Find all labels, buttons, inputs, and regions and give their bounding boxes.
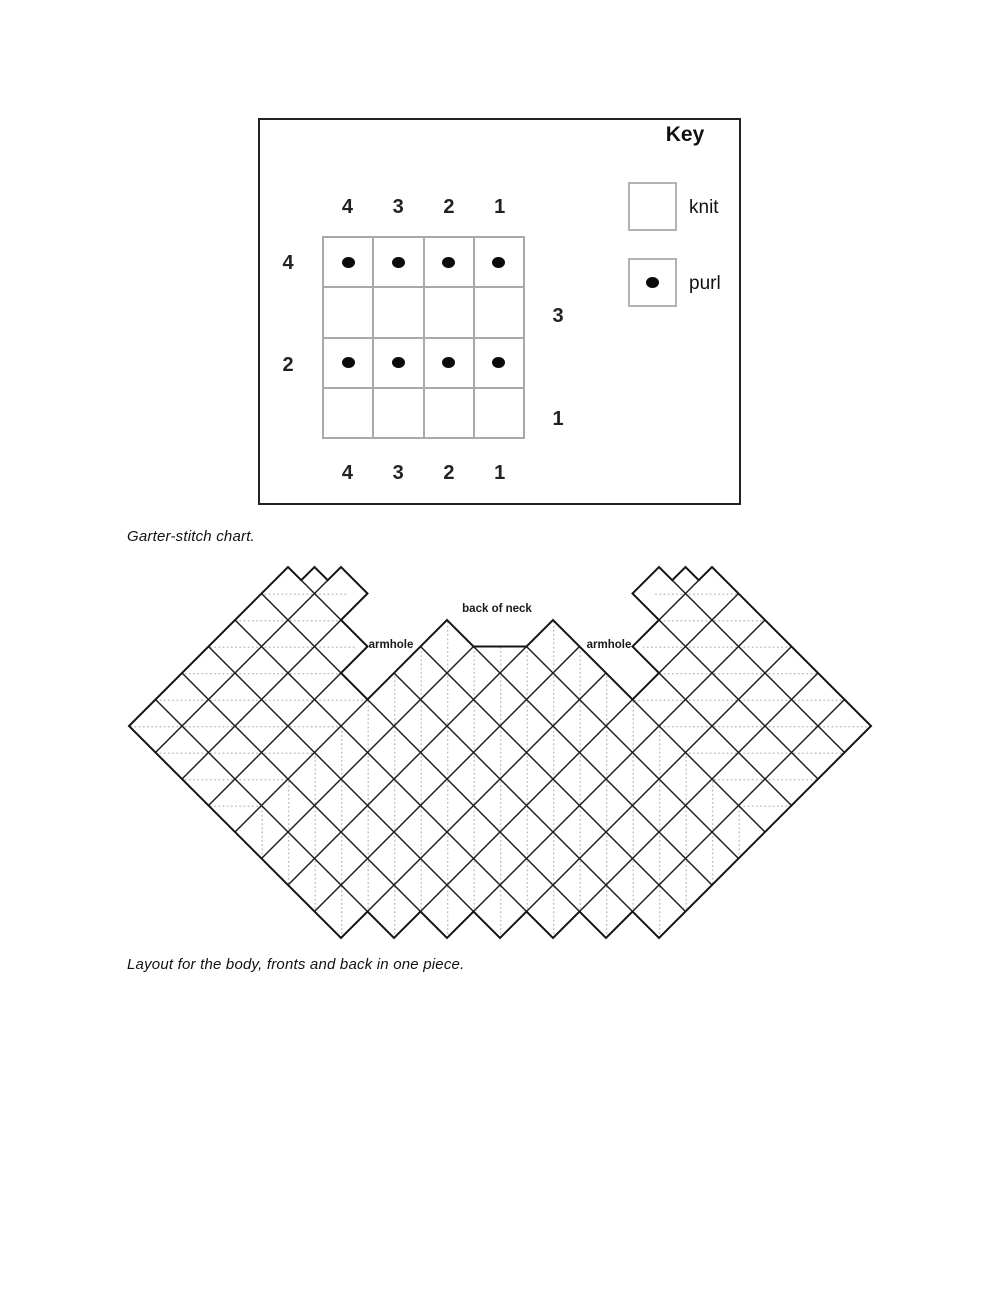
grid-cell-knit	[475, 389, 523, 437]
grid-cell-knit	[324, 389, 372, 437]
purl-dot-icon	[392, 357, 405, 368]
row-number-right-1: 1	[552, 408, 564, 430]
purl-dot-icon	[492, 257, 505, 268]
grid-cell-purl	[324, 238, 372, 286]
purl-dot-icon	[342, 257, 355, 268]
armhole-right-label: armhole	[586, 639, 632, 651]
column-number-bottom-3: 3	[392, 462, 404, 484]
grid-cell-purl	[374, 238, 422, 286]
column-number-top-1: 1	[494, 196, 506, 218]
column-number-top-3: 3	[392, 196, 404, 218]
back-of-neck-label: back of neck	[462, 603, 532, 615]
grid-cell-knit	[324, 288, 372, 336]
key-knit-swatch	[628, 182, 677, 231]
column-number-bottom-4: 4	[341, 462, 353, 484]
grid-cell-knit	[374, 389, 422, 437]
column-number-bottom-1: 1	[494, 462, 506, 484]
column-numbers-top	[322, 196, 525, 219]
row-number-left-2: 2	[282, 354, 294, 376]
column-numbers-bottom	[322, 462, 525, 485]
grid-cell-knit	[374, 288, 422, 336]
column-number-top-4: 4	[341, 196, 353, 218]
grid-cell-purl	[425, 238, 473, 286]
armhole-left-label: armhole	[368, 639, 414, 651]
grid-cell-purl	[425, 339, 473, 387]
row-number-right-3: 3	[552, 305, 564, 327]
garter-chart-caption: Garter-stitch chart.	[127, 528, 255, 545]
key-purl-label: purl	[689, 273, 721, 294]
key-title: Key	[665, 123, 705, 146]
grid-cell-purl	[374, 339, 422, 387]
key-knit-label: knit	[689, 197, 719, 218]
grid-cell-knit	[475, 288, 523, 336]
column-number-top-2: 2	[443, 196, 455, 218]
grid-cell-purl	[475, 339, 523, 387]
purl-dot-icon	[392, 257, 405, 268]
layout-diagram	[0, 540, 999, 970]
grid-cell-knit	[425, 389, 473, 437]
row-number-left-4: 4	[282, 252, 294, 274]
layout-caption: Layout for the body, fronts and back in one piece.	[127, 956, 465, 973]
key-purl-swatch	[628, 258, 677, 307]
column-number-bottom-2: 2	[443, 462, 455, 484]
purl-dot-icon	[646, 277, 659, 288]
stitch-grid	[322, 236, 525, 439]
garter-chart-panel	[258, 118, 741, 505]
purl-dot-icon	[342, 357, 355, 368]
grid-cell-purl	[475, 238, 523, 286]
grid-cell-purl	[324, 339, 372, 387]
grid-cell-knit	[425, 288, 473, 336]
purl-dot-icon	[442, 257, 455, 268]
purl-dot-icon	[442, 357, 455, 368]
purl-dot-icon	[492, 357, 505, 368]
